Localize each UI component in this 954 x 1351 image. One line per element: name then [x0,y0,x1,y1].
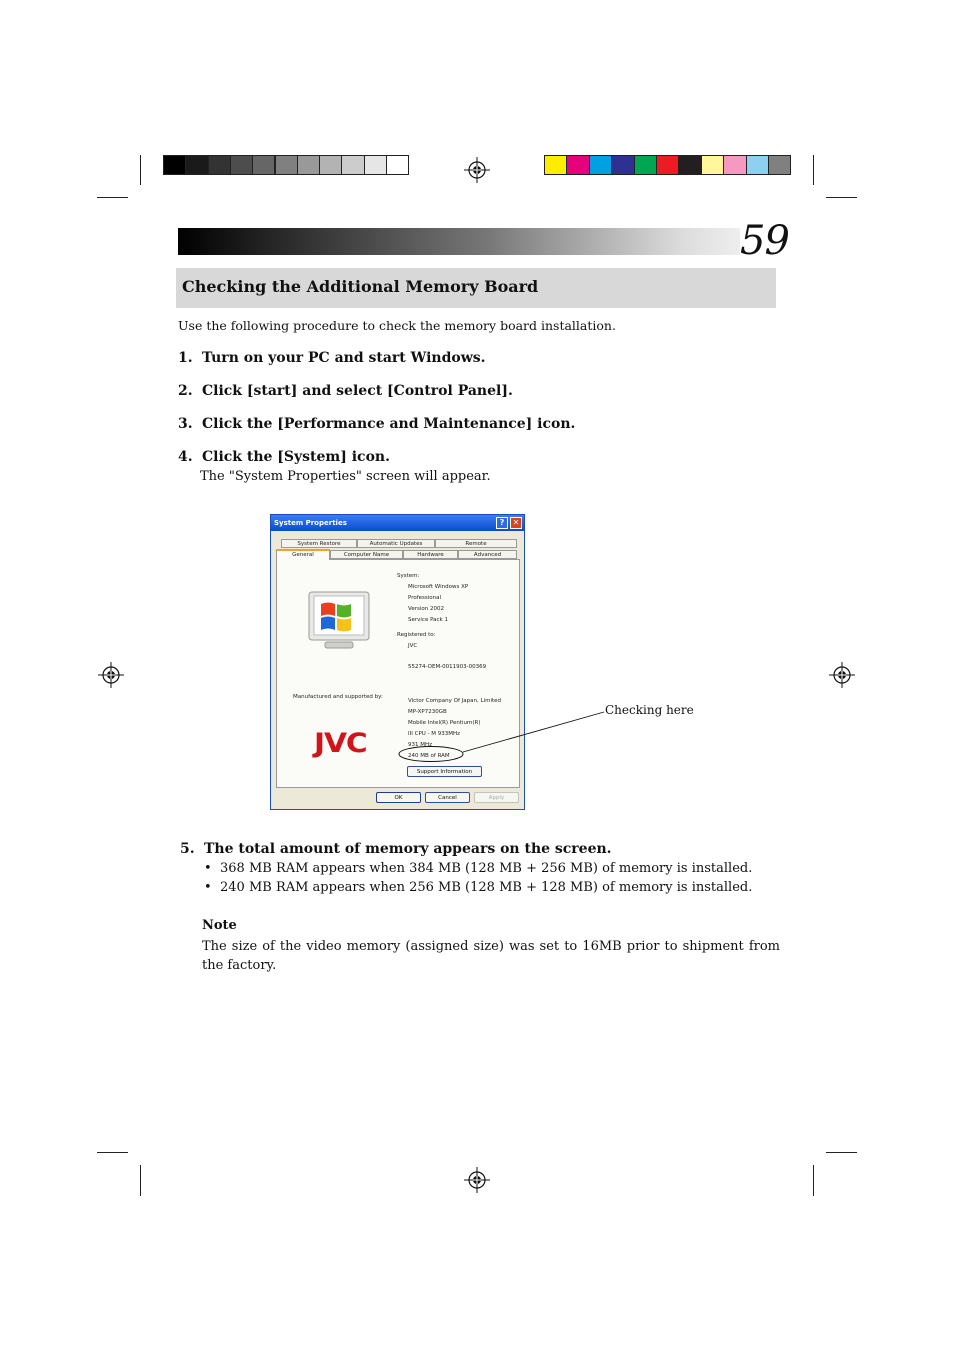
color-swatch [678,155,701,175]
tab-hardware[interactable]: Hardware [403,550,458,559]
tab-computer-name[interactable]: Computer Name [330,550,403,559]
crop-mark [97,197,128,198]
color-swatch [701,155,724,175]
color-swatch [544,155,567,175]
note-body: The size of the video memory (assigned size) was set to 16MB prior to shipment from the factory. [202,939,780,973]
callout-label: Checking here [605,703,694,717]
registration-mark-icon [464,1167,490,1193]
section-header [176,268,776,308]
color-swatch [589,155,612,175]
close-icon[interactable]: ✕ [510,517,522,529]
registration-mark-icon [98,662,124,688]
step-4: 4. Click the [System] icon. [178,449,390,465]
color-swatch [252,155,275,175]
cpu-line-2: III CPU - M 933MHz [408,731,461,737]
cancel-button[interactable]: Cancel [425,792,470,803]
crop-mark [826,1152,857,1153]
color-swatch [185,155,208,175]
color-swatch [275,155,298,175]
intro-text: Use the following procedure to check the memory board installation. [178,318,616,333]
callout-pointer [396,708,610,766]
color-swatch [230,155,253,175]
color-swatch [634,155,657,175]
system-label: System: [397,573,420,579]
tab-automatic-updates[interactable]: Automatic Updates [357,539,435,548]
crop-mark [826,197,857,198]
dialog-title: System Properties [274,519,347,527]
ok-button[interactable]: OK [376,792,421,803]
color-swatch [319,155,342,175]
color-swatch [656,155,679,175]
color-swatch [341,155,364,175]
registered-owner: JVC [408,643,418,649]
color-swatch [746,155,769,175]
model-number: MP-XP7230GB [408,709,447,715]
crop-mark [813,1165,814,1196]
color-swatch [208,155,231,175]
registration-mark-icon [464,157,490,183]
color-swatch [386,155,409,175]
system-version: Version 2002 [408,606,444,612]
system-os: Microsoft Windows XP [408,584,469,590]
cpu-speed: 931 MHz [408,742,433,748]
header-gradient-bar [178,228,740,255]
apply-button[interactable]: Apply [474,792,519,803]
color-swatch [723,155,746,175]
tab-system-restore[interactable]: System Restore [281,539,357,548]
system-service-pack: Service Pack 1 [408,617,448,623]
color-swatch [768,155,791,175]
support-information-button[interactable]: Support Information [407,766,482,777]
crop-mark [97,1152,128,1153]
note-title: Note [202,918,237,933]
windows-monitor-icon [305,590,375,654]
step-5: 5. The total amount of memory appears on the screen. [180,841,612,857]
color-swatch [566,155,589,175]
registration-mark-icon [829,662,855,688]
crop-mark [140,1165,141,1196]
section-title: Checking the Additional Memory Board [182,277,539,296]
system-edition: Professional [408,595,442,601]
step-1: 1. Turn on your PC and start Windows. [178,350,486,366]
page-number: 59 [740,218,789,264]
product-id: 55274-OEM-0011903-00369 [408,664,487,670]
tab-general[interactable]: General [276,549,330,560]
color-swatch [611,155,634,175]
manufactured-label: Manufactured and supported by: [293,694,383,700]
jvc-logo: JVC [314,728,367,759]
maker-name: Victor Company Of Japan, Limited [408,698,501,704]
registered-label: Registered to: [397,632,436,638]
tab-remote[interactable]: Remote [435,539,517,548]
step-3: 3. Click the [Performance and Maintenance] icon. [178,416,576,432]
ram-amount: 240 MB of RAM [408,753,450,759]
color-swatch [297,155,320,175]
list-item: • 240 MB RAM appears when 256 MB (128 MB + 128 MB) of memory is installed. [204,880,753,895]
color-swatch [364,155,387,175]
color-swatch [163,155,186,175]
step-2: 2. Click [start] and select [Control Panel]. [178,383,513,399]
dialog-title-bar [271,515,524,531]
crop-mark [813,155,814,185]
help-icon[interactable]: ? [496,517,508,529]
tab-advanced[interactable]: Advanced [458,550,517,559]
list-item: • 368 MB RAM appears when 384 MB (128 MB + 256 MB) of memory is installed. [204,861,753,876]
step-4-note: The "System Properties" screen will appear. [200,469,491,484]
cpu-line-1: Mobile Intel(R) Pentium(R) [408,720,481,726]
crop-mark [140,155,141,185]
